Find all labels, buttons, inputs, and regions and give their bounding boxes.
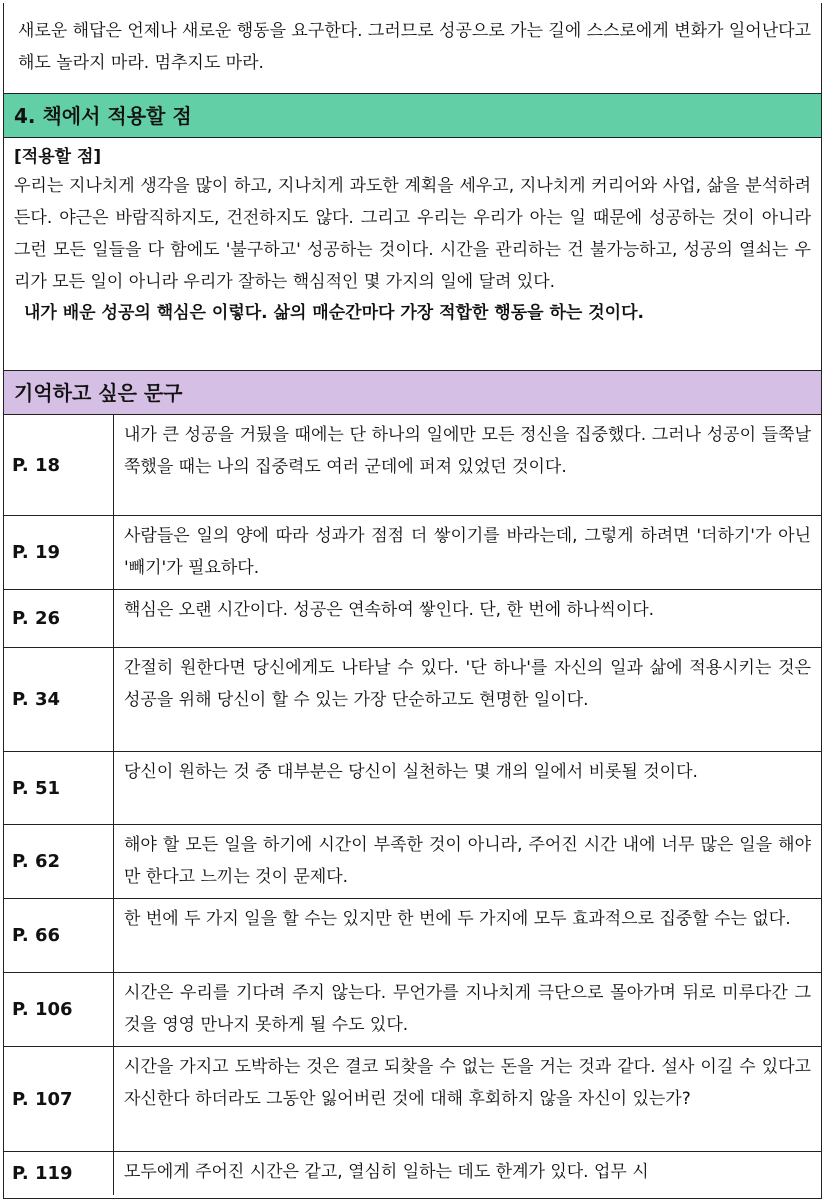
quote-row — [4, 825, 821, 899]
quote-row — [4, 516, 821, 590]
quote-text: 해야 할 모든 일을 하기에 시간이 부족한 것이 아니라, 주어진 시간 내에 너무 많은 일을 해야만 한다고 느끼는 것이 문제다. — [124, 835, 811, 887]
apply-section-body — [4, 138, 821, 371]
quote-row — [4, 973, 821, 1047]
quote-page-number: P. 119 — [4, 1152, 114, 1195]
quote-page-number: P. 66 — [4, 899, 114, 972]
quote-page-number: P. 34 — [4, 648, 114, 751]
quote-page-number: P. 26 — [4, 590, 114, 647]
quote-text: 간절히 원한다면 당신에게도 나타날 수 있다. '단 하나'를 자신의 일과 삶에 적용시키는 것은 성공을 위해 당신이 할 수 있는 가장 단순하고도 현명한 일이다. — [124, 658, 811, 710]
quote-row — [4, 648, 821, 752]
quotes-section-header: 기억하고 싶은 문구 — [4, 371, 821, 415]
quote-row — [4, 415, 821, 516]
quote-text: 한 번에 두 가지 일을 할 수는 있지만 한 번에 두 가지에 모두 효과적으로 집중할 수는 없다. — [124, 909, 791, 929]
quote-row — [4, 1047, 821, 1152]
apply-key-point: 내가 배운 성공의 핵심은 이렇다. 삶의 매순간마다 가장 적합한 행동을 하는 것이다. — [24, 303, 644, 323]
quote-row — [4, 899, 821, 973]
quote-text: 내가 큰 성공을 거뒀을 때에는 단 하나의 일에만 모든 정신을 집중했다. 그러나 성공이 들쭉날쭉했을 때는 나의 집중력도 여러 군데에 퍼져 있었던 것이다. — [124, 425, 811, 477]
quote-page-number: P. 19 — [4, 516, 114, 589]
quote-page-number: P. 106 — [4, 973, 114, 1046]
intro-section — [4, 3, 821, 94]
quote-text: 시간을 가지고 도박하는 것은 결코 되찾을 수 없는 돈을 거는 것과 같다. 설사 이길 수 있다고 자신한다 하더라도 그동안 잃어버린 것에 대해 후회하지 않을 자신이 있는가? — [124, 1057, 811, 1109]
quote-row — [4, 590, 821, 648]
apply-subtitle: [적용할 점] — [14, 147, 102, 167]
quote-page-number: P. 51 — [4, 752, 114, 824]
quote-page-number: P. 107 — [4, 1047, 114, 1151]
quote-text: 사람들은 일의 양에 따라 성과가 점점 더 쌓이기를 바라는데, 그렇게 하려면 '더하기'가 아닌 '빼기'가 필요하다. — [124, 526, 811, 578]
apply-paragraph: 우리는 지나치게 생각을 많이 하고, 지나치게 과도한 계획을 세우고, 지나치게 커리어와 사업, 삶을 분석하려 든다. 야근은 바람직하지도, 건전하지도 않다. 그리고 우리는 우리가 아는 일 때문에 성공하는 것이 아니라 그런 모든 일들을 다 함에도 '불구하고' 성공하는 것이다. 시간을 관리하는 건 불가능하고, 성공의 열쇠는 우리가 모든 일이 아니라 우리가 잘하는 핵심적인 몇 가지의 일에 달려 있다. — [14, 176, 811, 292]
apply-section-header: 4. 책에서 적용할 점 — [4, 94, 821, 138]
quotes-table — [4, 415, 821, 1195]
document — [3, 3, 822, 1199]
intro-paragraph: 새로운 해답은 언제나 새로운 행동을 요구한다. 그러므로 성공으로 가는 길에 스스로에게 변화가 일어난다고 해도 놀라지 마라. 멈추지도 마라. — [18, 21, 811, 73]
quote-page-number: P. 18 — [4, 415, 114, 515]
quote-page-number: P. 62 — [4, 825, 114, 898]
quote-row — [4, 1152, 821, 1195]
quote-text: 당신이 원하는 것 중 대부분은 당신이 실천하는 몇 개의 일에서 비롯될 것이다. — [124, 762, 698, 782]
quote-text: 모두에게 주어진 시간은 같고, 열심히 일하는 데도 한계가 있다. 업무 시 — [124, 1162, 649, 1182]
quote-text: 시간은 우리를 기다려 주지 않는다. 무언가를 지나치게 극단으로 몰아가며 뒤로 미루다간 그것을 영영 만나지 못하게 될 수도 있다. — [124, 983, 811, 1035]
quote-row — [4, 752, 821, 825]
quote-text: 핵심은 오랜 시간이다. 성공은 연속하여 쌓인다. 단, 한 번에 하나씩이다. — [124, 600, 655, 620]
